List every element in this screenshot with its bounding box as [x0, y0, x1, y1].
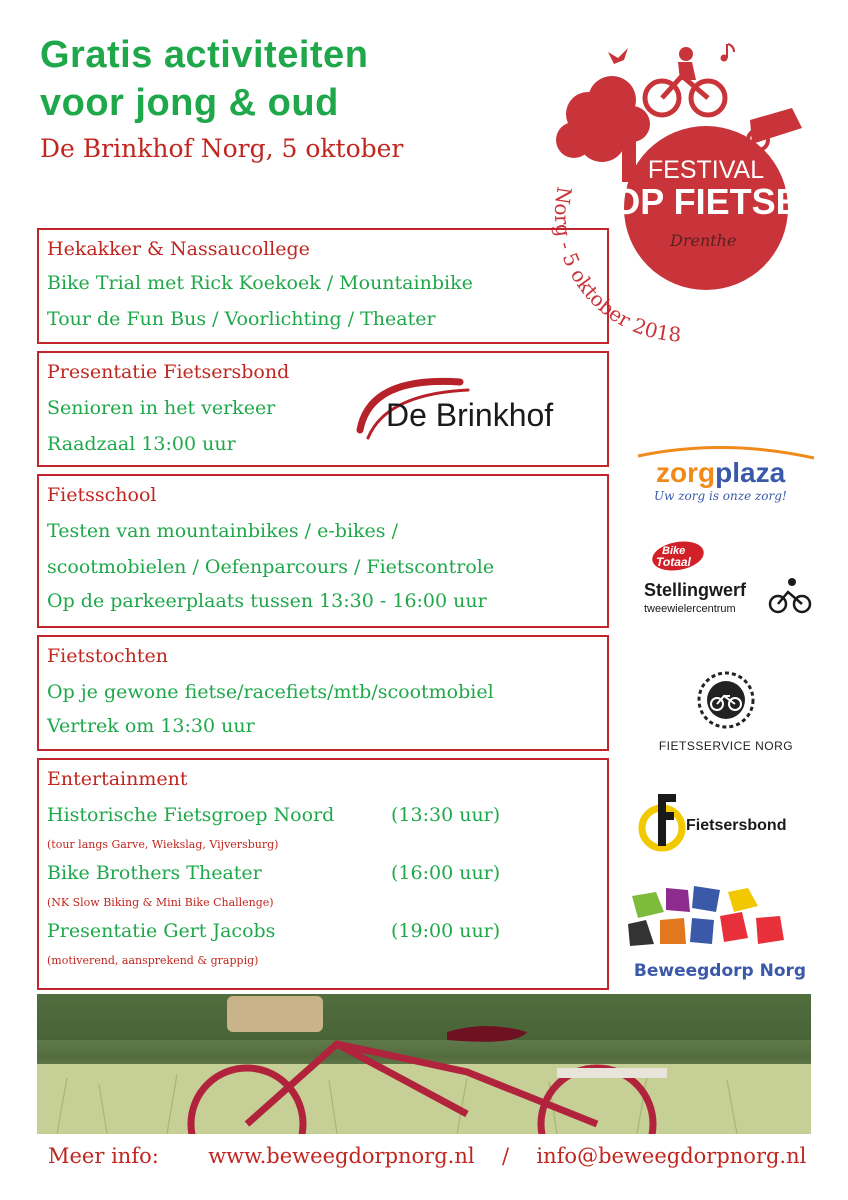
section-line: Op je gewone fietse/racefiets/mtb/scootmobiel	[47, 681, 494, 703]
section-line: Testen van mountainbikes / e-bikes /	[47, 520, 398, 542]
section-hekakker	[37, 228, 609, 344]
bicycle-photo	[37, 994, 811, 1134]
de-brinkhof-logo	[350, 370, 590, 450]
event-note: (motiverend, aansprekend & grappig)	[47, 954, 259, 967]
section-heading: Presentatie Fietsersbond	[47, 361, 290, 383]
website-link[interactable]: www.beweegdorpnorg.nl	[208, 1144, 475, 1168]
festival-word: FESTIVAL	[647, 156, 765, 184]
event-name: Bike Brothers Theater	[47, 862, 262, 884]
music-note-icon	[721, 44, 735, 62]
section-heading: Fietsschool	[47, 484, 157, 506]
fietsersbond-text: Fietsersbond	[686, 817, 787, 834]
section-line: Bike Trial met Rick Koekoek / Mountainbike	[47, 272, 473, 294]
event-time: (16:00 uur)	[391, 862, 501, 884]
email-link[interactable]: info@beweegdorpnorg.nl	[536, 1144, 807, 1168]
event-note: (tour langs Garve, Wiekslag, Vijversburg)	[47, 838, 279, 851]
bike-rack	[557, 1068, 667, 1078]
event-time: (13:30 uur)	[391, 804, 501, 826]
cyclist-icon	[770, 592, 810, 612]
tweewielercentrum-text: tweewielercentrum	[644, 603, 736, 615]
section-line: Vertrek om 13:30 uur	[47, 715, 255, 737]
cyclist-icon	[645, 76, 725, 115]
bird-icon	[608, 48, 628, 64]
section-entertainment	[37, 758, 609, 990]
fietsservice-norg-logo	[656, 668, 796, 758]
event-note: (NK Slow Biking & Mini Bike Challenge)	[47, 896, 274, 909]
fietsservice-text: FIETSSERVICE NORG	[658, 739, 794, 753]
footer-separator: /	[501, 1144, 510, 1168]
headline-line-2: voor jong & oud	[40, 82, 339, 124]
section-line: Raadzaal 13:00 uur	[47, 433, 236, 455]
bike-seat-shape	[750, 108, 802, 144]
festival-date-text: Norg - 5 oktober 2018	[549, 185, 683, 347]
stellingwerf-text: Stellingwerf	[644, 580, 747, 600]
footer-label: Meer info:	[48, 1144, 159, 1168]
drenthe-script: Drenthe	[670, 231, 737, 250]
beweegdorp-text: Beweegdorp Norg	[633, 961, 807, 981]
section-line: Op de parkeerplaats tussen 13:30 - 16:00 uur	[47, 590, 487, 612]
event-name: Presentatie Gert Jacobs	[47, 920, 276, 942]
footer-contact	[48, 1144, 806, 1168]
bike-text: Bike	[662, 545, 686, 557]
section-heading: Entertainment	[47, 768, 188, 790]
subtitle: De Brinkhof Norg, 5 oktober	[40, 134, 404, 163]
zorgplaza-logo	[634, 440, 818, 506]
section-line: Senioren in het verkeer	[47, 397, 276, 419]
fietsersbond-logo	[636, 786, 816, 856]
section-line: scootmobielen / Oefenparcours / Fietscontrole	[47, 556, 495, 578]
op-fietse-word: OP FIETSE	[612, 181, 800, 222]
brinkhof-text: De Brinkhof	[386, 397, 554, 433]
event-name: Historische Fietsgroep Noord	[47, 804, 335, 826]
zorgplaza-tagline: Uw zorg is onze zorg!	[654, 489, 787, 503]
headline-line-1: Gratis activiteiten	[40, 34, 369, 76]
section-line: Tour de Fun Bus / Voorlichting / Theater	[47, 308, 436, 330]
section-heading: Fietstochten	[47, 645, 168, 667]
zorgplaza-zorg	[656, 457, 786, 488]
bike-totaal-stellingwerf-logo	[640, 540, 820, 620]
event-time: (19:00 uur)	[391, 920, 501, 942]
totaal-text: Totaal	[656, 555, 691, 569]
bike-basket	[227, 996, 323, 1032]
section-fietsschool	[37, 474, 609, 628]
section-fietstochten	[37, 635, 609, 751]
plaza-part: plaza	[715, 457, 786, 488]
section-heading: Hekakker & Nassaucollege	[47, 238, 310, 260]
beweegdorp-norg-logo	[620, 880, 820, 990]
zorg-part: zorg	[656, 457, 716, 488]
